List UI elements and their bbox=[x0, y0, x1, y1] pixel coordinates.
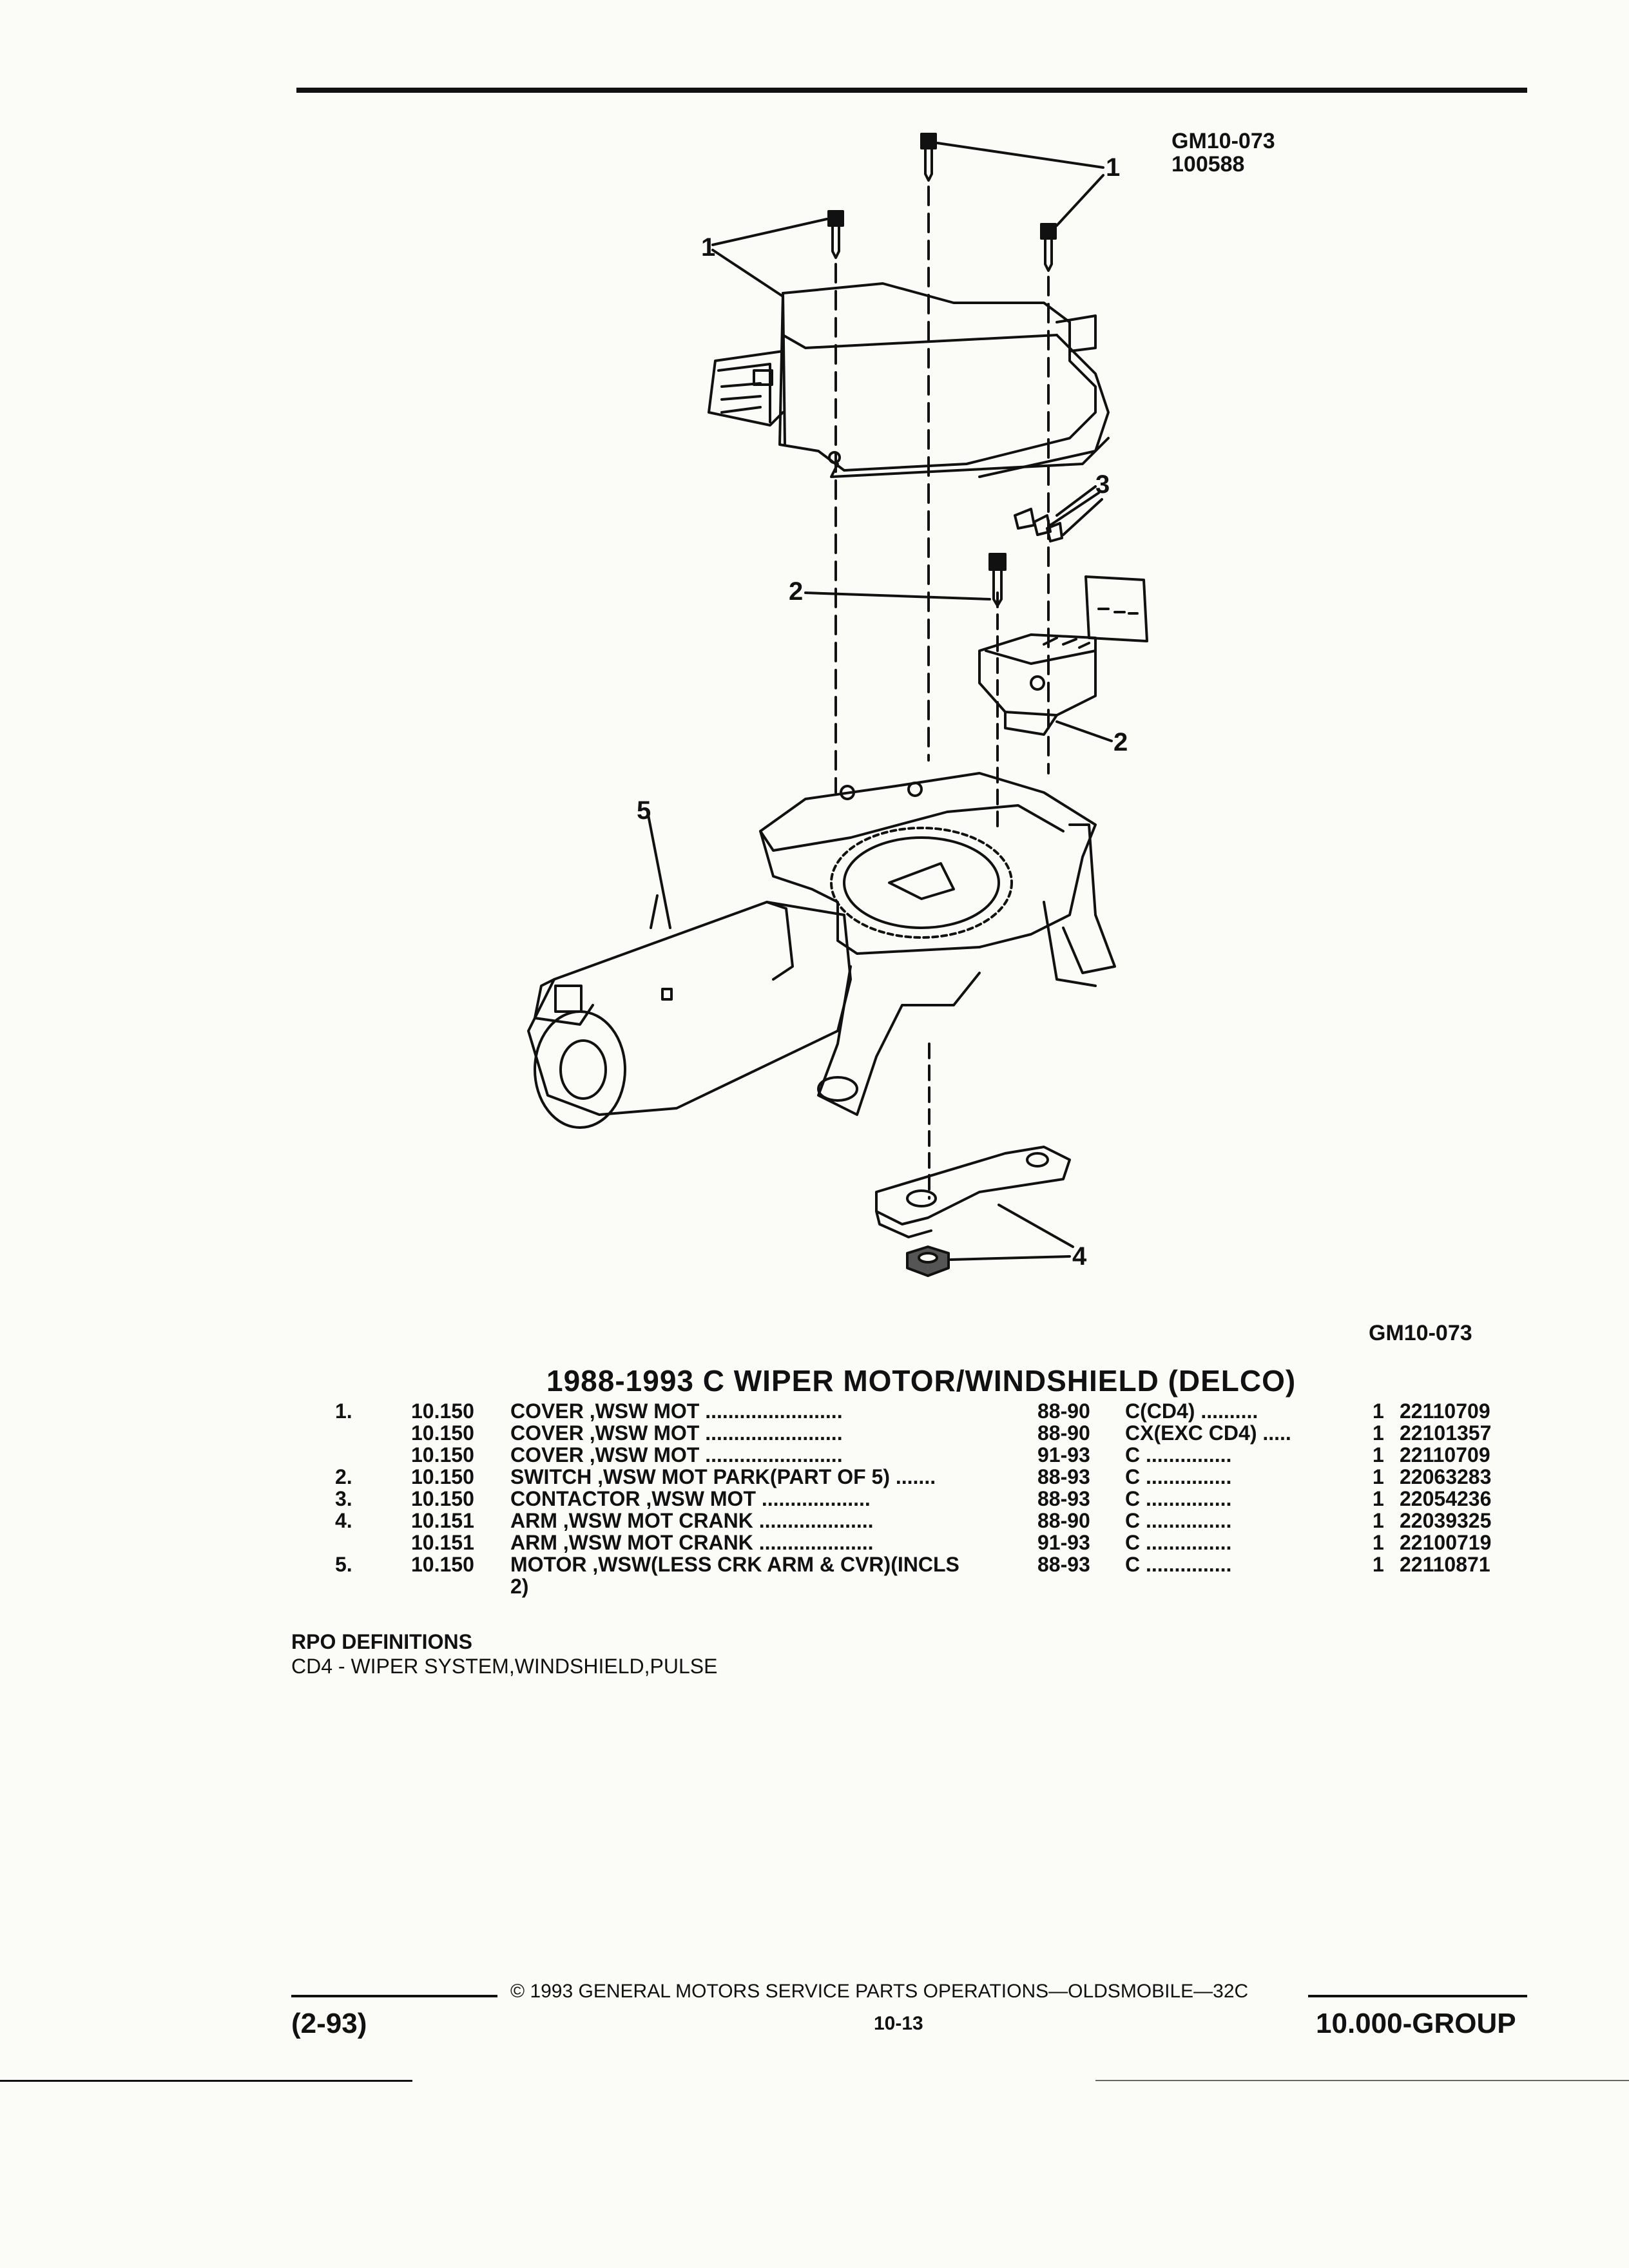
footer-rule-right bbox=[1308, 1995, 1527, 1997]
callout-1-top: 1 bbox=[1106, 153, 1121, 182]
table-row: 2) bbox=[510, 1575, 529, 1598]
table-row: 10.150 COVER ,WSW MOT ........................ 88-90 CX(EXC CD4) ..... 1 22101357 bbox=[411, 1421, 1492, 1445]
table-row: 3. 10.150 CONTACTOR ,WSW MOT ................... 88-93 C ............... 1 22054236 bbox=[335, 1487, 1492, 1510]
callout-2-right: 2 bbox=[1113, 728, 1128, 756]
callout-1-left: 1 bbox=[701, 233, 716, 262]
scan-rule-bottom-right bbox=[1095, 2080, 1629, 2081]
footer-page-number: 10-13 bbox=[874, 2013, 923, 2034]
figure-ref-code: GM10-073 bbox=[1171, 129, 1275, 153]
motor-can bbox=[528, 902, 851, 1128]
callout-3: 3 bbox=[1095, 470, 1110, 499]
figure-caption-ref: GM10-073 bbox=[1369, 1321, 1472, 1345]
gear-housing bbox=[760, 773, 1115, 986]
parts-table bbox=[335, 1399, 1547, 1597]
scan-rule-bottom bbox=[0, 2080, 412, 2082]
rpo-heading: RPO DEFINITIONS bbox=[291, 1630, 472, 1653]
screw-left bbox=[829, 211, 843, 258]
contactors bbox=[1015, 486, 1102, 541]
page-title: 1988-1993 C WIPER MOTOR/WINDSHIELD (DELCO) bbox=[546, 1364, 1296, 1398]
screw-top bbox=[921, 134, 936, 180]
callout-5: 5 bbox=[637, 796, 651, 825]
table-row: 1. 10.150 COVER ,WSW MOT ........................ 88-90 C(CD4) .......... 1 22110709 bbox=[335, 1399, 1490, 1423]
table-row: 4. 10.151 ARM ,WSW MOT CRANK .................... 88-90 C ............... 1 22039325 bbox=[335, 1509, 1492, 1532]
rpo-definition: CD4 - WIPER SYSTEM,WINDSHIELD,PULSE bbox=[291, 1655, 718, 1678]
figure-ref-number: 100588 bbox=[1171, 152, 1245, 177]
table-row: 5. 10.150 MOTOR ,WSW(LESS CRK ARM & CVR)(INCLS 88-93 C ............... 1 22110871 bbox=[335, 1553, 1490, 1576]
screw-right bbox=[1041, 224, 1055, 271]
crank-arm bbox=[876, 1147, 1070, 1237]
callout-4: 4 bbox=[1072, 1242, 1087, 1271]
footer-copyright: © 1993 GENERAL MOTORS SERVICE PARTS OPERATIONS—OLDSMOBILE—32C bbox=[510, 1981, 1249, 2002]
footer-date-code: (2-93) bbox=[291, 2008, 367, 2039]
table-row: 10.151 ARM ,WSW MOT CRANK .................... 91-93 C ............... 1 22100719 bbox=[411, 1531, 1492, 1554]
table-row: 2. 10.150 SWITCH ,WSW MOT PARK(PART OF 5) ....... 88-93 C ............... 1 22063283 bbox=[335, 1465, 1492, 1488]
base-leg bbox=[818, 966, 979, 1115]
contact-plate bbox=[1086, 577, 1147, 641]
nut-4 bbox=[907, 1247, 949, 1276]
callout-2-left: 2 bbox=[789, 577, 804, 606]
footer-group: 10.000-GROUP bbox=[1316, 2008, 1516, 2039]
table-row: 10.150 COVER ,WSW MOT ........................ 91-93 C ............... 1 22110709 bbox=[411, 1443, 1490, 1466]
footer-rule-left bbox=[291, 1995, 497, 1997]
